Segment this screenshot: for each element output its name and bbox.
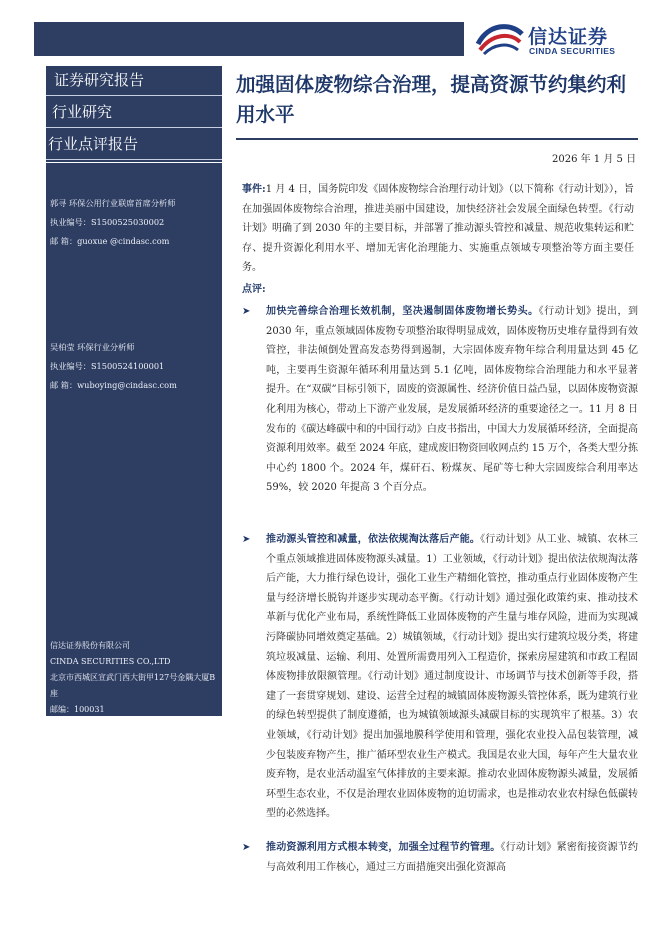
company-postcode: 邮编：100031: [50, 705, 105, 714]
arrow-bullet-icon: ➤: [242, 842, 251, 853]
comment-point-body: [266, 838, 638, 877]
company-info: [50, 638, 220, 718]
point-heading: 推动资源利用方式根本转变，加强全过程节约管理。: [266, 842, 501, 853]
cinda-logo: [470, 18, 640, 58]
tag-industry-research: 行业研究: [46, 98, 222, 128]
analyst-name-title: 郭寻 环保公用行业联席首席分析师: [50, 198, 176, 208]
cinda-logo-mark-icon: [474, 20, 524, 56]
point-text: 《行动计划》从工业、城镇、农林三个重点领域推进固体废物源头减量。1）工业领域，《行动计划》提出依法依规淘汰落后产能，大力推行绿色设计，强化工业生产精细化管控，推动重点行业固体废物产生量与经济增长脱钩并逐步实现动态平衡。《行动计划》通过强化政策约束、推动技术革新与优化产业布局，系统性降低工业固体废物的产生量与堆存风险，进而为实现减污降碳协同增效奠定基础。2）城镇领域，《行动计划》提出实行建筑垃圾分类，将建筑垃圾减量、运输、利用、处置所需费用列入工程造价，探索房屋建筑和市政工程固体废物排放限额管理。《行动计划》通过制度设计、市场调节与技术创新等手段，搭建了一套贯穿规划、建设、运营全过程的城镇固体废物源头管控体系，既为建筑行业的绿色转型提供了制度遵循，也为城镇领域源头减碳目标的实现筑牢了根基。3）农业领域，《行动计划》提出加强地膜科学使用和管理，强化农业投入品包装管理，减少包装废弃物产生，推广循环型农业生产模式。我国是农业大国，每年产生大量农业废弃物，是农业活动温室气体排放的主要来源。推动农业固体废物源头减量，发展循环型生态农业，不仅是治理农业固体废物的迫切需求，也是推动农业农村绿色低碳转型的必然选择。: [266, 534, 639, 820]
comment-point-body: [266, 530, 638, 824]
header-bar: [34, 22, 464, 56]
analyst-email[interactable]: 邮 箱：guoxue @cindasc.com: [50, 236, 170, 246]
arrow-bullet-icon: ➤: [242, 534, 251, 545]
title-divider: [236, 138, 638, 140]
point-text: 《行动计划》提出，到 2030 年，重点领域固体废物专项整治取得明显成效，固体废物历史堆存量得到有效管控，非法倾倒处置高发态势得到遏制，大宗固体废弃物年综合利用量达到 45 亿吨，主要再生资源年循环利用量达到 5.1 亿吨，固体废物综合治理能力和水平显著提升。在“双碳”目标引领下，固废的资源属性、经济价值日益凸显，以固体废物资源化利用为核心，带动上下游产业发展，是发展循环经济的重要途径之一。11 月 8 日发布的《碳达峰碳中和的中国行动》白皮书指出，中国大力发展循环经济，全面提高资源利用效率。截至 2024 年底，建成废旧物资回收网点约 15 万个，各类大型分拣中心约 1800 个。2024 年，煤矸石、粉煤灰、尾矿等七种大宗固废综合利用率达 59%，较 2020 年提高 3 个百分点。: [266, 306, 639, 494]
point-heading: 加快完善综合治理长效机制，坚决遏制固体废物增长势头。: [266, 306, 539, 317]
report-title: 加强固体废物综合治理，提高资源节约集约利用水平: [236, 73, 627, 126]
event-text: 1 月 4 日，国务院印发《固体废物综合治理行动计划》（以下简称《行动计划》），旨在加强固体废物综合治理，推进美丽中国建设，加快经济社会发展全面绿色转型。《行动计划》明确了到 2030 年的主要目标，并部署了推动源头管控和减量、规范收集转运和贮存、提升资源化利用水平、增加无害化治理能力、实施重点领域专项整治等方面主要任务。: [242, 184, 634, 274]
event-label: 事件:: [242, 184, 266, 195]
analyst-card: [50, 194, 175, 251]
analyst-email[interactable]: 邮 箱：wuboying@cindasc.com: [50, 380, 177, 390]
event-paragraph: [242, 180, 634, 278]
analyst-license: 执业编号：S1500524100001: [50, 361, 165, 371]
comment-label: 点评:: [242, 284, 266, 295]
point-text: 《行动计划》紧密衔接资源节约与高效利用工作核心，通过三方面措施突出强化资源高: [266, 842, 639, 873]
logo-text-en: CINDA SECURITIES: [529, 46, 616, 56]
company-address: 北京市西城区宣武门西大街甲127号金隅大厦B座: [50, 673, 216, 698]
report-date: 2026 年 1 月 5 日: [552, 154, 637, 165]
company-name-en: CINDA SECURITIES CO.,LTD: [50, 657, 171, 666]
analyst-card: [50, 338, 177, 395]
tag-securities-research-report: 证券研究报告: [46, 66, 222, 96]
arrow-bullet-icon: ➤: [242, 306, 251, 317]
sidebar-divider: [46, 162, 222, 163]
company-name-cn: 信达证券股份有限公司: [50, 641, 130, 650]
logo-text-cn: 信达证券: [528, 26, 609, 48]
analyst-name-title: 吴柏莹 环保行业分析师: [50, 342, 135, 352]
analyst-license: 执业编号：S1500525030002: [50, 217, 165, 227]
comment-point-body: [266, 302, 638, 498]
tag-industry-commentary: 行业点评报告: [46, 130, 222, 160]
sidebar: [46, 66, 222, 716]
point-heading: 推动源头管控和减量，依法依规淘汰落后产能。: [266, 534, 481, 545]
